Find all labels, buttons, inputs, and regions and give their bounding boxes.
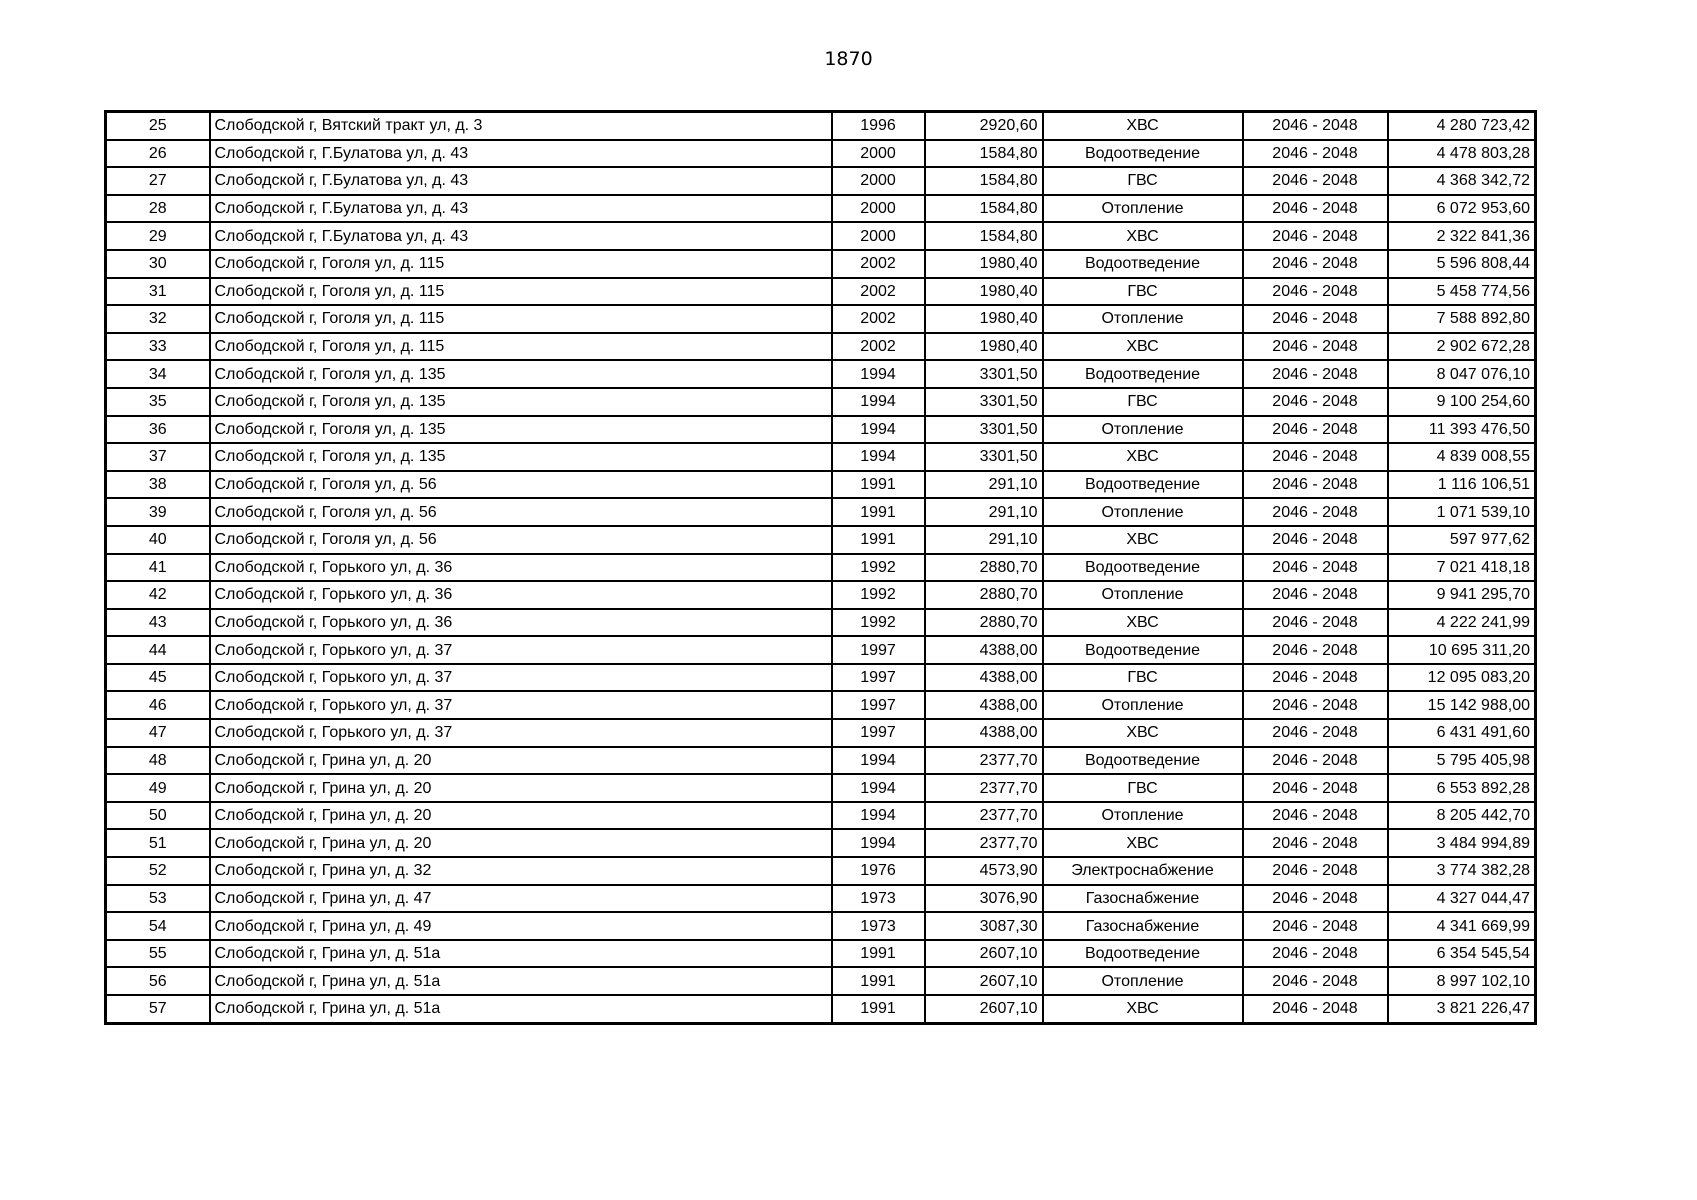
address-cell: Слободской г, Грина ул, д. 20: [210, 802, 832, 830]
cost-cell: 3 484 994,89: [1388, 829, 1536, 857]
period-cell: 2046 - 2048: [1243, 554, 1388, 582]
address-cell: Слободской г, Горького ул, д. 37: [210, 691, 832, 719]
period-cell: 2046 - 2048: [1243, 305, 1388, 333]
period-cell: 2046 - 2048: [1243, 222, 1388, 250]
year-cell: 1992: [832, 609, 925, 637]
table-row: [106, 388, 1536, 416]
year-cell: 1997: [832, 719, 925, 747]
row-number-cell: 35: [106, 388, 210, 416]
table-row: [106, 885, 1536, 913]
address-cell: Слободской г, Грина ул, д. 47: [210, 885, 832, 913]
period-cell: 2046 - 2048: [1243, 388, 1388, 416]
address-cell: Слободской г, Г.Булатова ул, д. 43: [210, 140, 832, 168]
table-row: [106, 278, 1536, 306]
service-cell: ХВС: [1043, 112, 1243, 140]
service-cell: Отопление: [1043, 195, 1243, 223]
cost-cell: 3 821 226,47: [1388, 995, 1536, 1023]
cost-cell: 3 774 382,28: [1388, 857, 1536, 885]
address-cell: Слободской г, Гоголя ул, д. 135: [210, 388, 832, 416]
year-cell: 1994: [832, 360, 925, 388]
address-cell: Слободской г, Гоголя ул, д. 115: [210, 333, 832, 361]
row-number-cell: 34: [106, 360, 210, 388]
cost-cell: 4 280 723,42: [1388, 112, 1536, 140]
period-cell: 2046 - 2048: [1243, 333, 1388, 361]
address-cell: Слободской г, Гоголя ул, д. 135: [210, 416, 832, 444]
area-cell: 291,10: [925, 498, 1043, 526]
cost-cell: 2 902 672,28: [1388, 333, 1536, 361]
period-cell: 2046 - 2048: [1243, 940, 1388, 968]
address-cell: Слободской г, Грина ул, д. 51а: [210, 967, 832, 995]
period-cell: 2046 - 2048: [1243, 416, 1388, 444]
area-cell: 1584,80: [925, 167, 1043, 195]
address-cell: Слободской г, Гоголя ул, д. 56: [210, 471, 832, 499]
table-row: [106, 526, 1536, 554]
cost-cell: 15 142 988,00: [1388, 691, 1536, 719]
table-row: [106, 416, 1536, 444]
service-cell: Отопление: [1043, 416, 1243, 444]
table-row: [106, 774, 1536, 802]
cost-cell: 5 596 808,44: [1388, 250, 1536, 278]
period-cell: 2046 - 2048: [1243, 581, 1388, 609]
service-cell: Водоотведение: [1043, 636, 1243, 664]
area-cell: 2377,70: [925, 774, 1043, 802]
area-cell: 291,10: [925, 526, 1043, 554]
address-cell: Слободской г, Горького ул, д. 37: [210, 719, 832, 747]
service-cell: ГВС: [1043, 388, 1243, 416]
area-cell: 1980,40: [925, 305, 1043, 333]
address-cell: Слободской г, Грина ул, д. 51а: [210, 995, 832, 1023]
period-cell: 2046 - 2048: [1243, 443, 1388, 471]
table-row: [106, 802, 1536, 830]
area-cell: 4388,00: [925, 719, 1043, 747]
area-cell: 3301,50: [925, 443, 1043, 471]
service-cell: Электроснабжение: [1043, 857, 1243, 885]
year-cell: 1992: [832, 581, 925, 609]
cost-cell: 4 222 241,99: [1388, 609, 1536, 637]
table-row: [106, 664, 1536, 692]
period-cell: 2046 - 2048: [1243, 471, 1388, 499]
cost-cell: 12 095 083,20: [1388, 664, 1536, 692]
address-cell: Слободской г, Гоголя ул, д. 115: [210, 278, 832, 306]
service-cell: ХВС: [1043, 609, 1243, 637]
cost-cell: 6 553 892,28: [1388, 774, 1536, 802]
service-cell: Отопление: [1043, 581, 1243, 609]
area-cell: 2880,70: [925, 554, 1043, 582]
period-cell: 2046 - 2048: [1243, 691, 1388, 719]
table-row: [106, 360, 1536, 388]
row-number-cell: 39: [106, 498, 210, 526]
period-cell: 2046 - 2048: [1243, 250, 1388, 278]
table-row: [106, 167, 1536, 195]
service-cell: Водоотведение: [1043, 471, 1243, 499]
row-number-cell: 47: [106, 719, 210, 747]
row-number-cell: 51: [106, 829, 210, 857]
table-row: [106, 829, 1536, 857]
table-row: [106, 912, 1536, 940]
year-cell: 1991: [832, 526, 925, 554]
row-number-cell: 45: [106, 664, 210, 692]
area-cell: 3087,30: [925, 912, 1043, 940]
period-cell: 2046 - 2048: [1243, 112, 1388, 140]
address-cell: Слободской г, Горького ул, д. 37: [210, 664, 832, 692]
year-cell: 1973: [832, 885, 925, 913]
year-cell: 1991: [832, 995, 925, 1023]
year-cell: 2002: [832, 278, 925, 306]
row-number-cell: 43: [106, 609, 210, 637]
year-cell: 1994: [832, 443, 925, 471]
period-cell: 2046 - 2048: [1243, 774, 1388, 802]
cost-cell: 4 478 803,28: [1388, 140, 1536, 168]
address-cell: Слободской г, Горького ул, д. 36: [210, 581, 832, 609]
service-cell: Отопление: [1043, 802, 1243, 830]
row-number-cell: 52: [106, 857, 210, 885]
area-cell: 2377,70: [925, 829, 1043, 857]
table-row: [106, 609, 1536, 637]
row-number-cell: 29: [106, 222, 210, 250]
year-cell: 2000: [832, 167, 925, 195]
year-cell: 1991: [832, 498, 925, 526]
service-cell: Водоотведение: [1043, 360, 1243, 388]
year-cell: 1994: [832, 747, 925, 775]
area-cell: 2920,60: [925, 112, 1043, 140]
area-cell: 4388,00: [925, 691, 1043, 719]
table-row: [106, 498, 1536, 526]
year-cell: 1994: [832, 774, 925, 802]
period-cell: 2046 - 2048: [1243, 636, 1388, 664]
area-cell: 4388,00: [925, 664, 1043, 692]
year-cell: 2000: [832, 195, 925, 223]
service-cell: ХВС: [1043, 719, 1243, 747]
period-cell: 2046 - 2048: [1243, 609, 1388, 637]
service-cell: Отопление: [1043, 967, 1243, 995]
period-cell: 2046 - 2048: [1243, 167, 1388, 195]
row-number-cell: 42: [106, 581, 210, 609]
year-cell: 1997: [832, 636, 925, 664]
period-cell: 2046 - 2048: [1243, 995, 1388, 1023]
cost-cell: 11 393 476,50: [1388, 416, 1536, 444]
area-cell: 3301,50: [925, 416, 1043, 444]
period-cell: 2046 - 2048: [1243, 967, 1388, 995]
area-cell: 2607,10: [925, 967, 1043, 995]
cost-cell: 5 795 405,98: [1388, 747, 1536, 775]
service-cell: Газоснабжение: [1043, 912, 1243, 940]
area-cell: 1584,80: [925, 140, 1043, 168]
row-number-cell: 48: [106, 747, 210, 775]
year-cell: 1996: [832, 112, 925, 140]
year-cell: 1973: [832, 912, 925, 940]
cost-cell: 4 327 044,47: [1388, 885, 1536, 913]
service-cell: Водоотведение: [1043, 140, 1243, 168]
cost-cell: 6 354 545,54: [1388, 940, 1536, 968]
cost-cell: 6 072 953,60: [1388, 195, 1536, 223]
area-cell: 1584,80: [925, 195, 1043, 223]
row-number-cell: 32: [106, 305, 210, 333]
area-cell: 1980,40: [925, 278, 1043, 306]
address-cell: Слободской г, Гоголя ул, д. 56: [210, 498, 832, 526]
table-row: [106, 471, 1536, 499]
service-cell: ГВС: [1043, 664, 1243, 692]
cost-cell: 8 997 102,10: [1388, 967, 1536, 995]
area-cell: 2880,70: [925, 581, 1043, 609]
address-cell: Слободской г, Гоголя ул, д. 56: [210, 526, 832, 554]
area-cell: 2607,10: [925, 995, 1043, 1023]
address-cell: Слободской г, Грина ул, д. 32: [210, 857, 832, 885]
address-cell: Слободской г, Грина ул, д. 20: [210, 747, 832, 775]
row-number-cell: 49: [106, 774, 210, 802]
year-cell: 2000: [832, 140, 925, 168]
period-cell: 2046 - 2048: [1243, 360, 1388, 388]
year-cell: 1991: [832, 940, 925, 968]
cost-cell: 5 458 774,56: [1388, 278, 1536, 306]
cost-cell: 1 116 106,51: [1388, 471, 1536, 499]
table-row: [106, 333, 1536, 361]
year-cell: 1994: [832, 802, 925, 830]
address-cell: Слободской г, Г.Булатова ул, д. 43: [210, 222, 832, 250]
year-cell: 1991: [832, 471, 925, 499]
table-row: [106, 636, 1536, 664]
cost-cell: 8 205 442,70: [1388, 802, 1536, 830]
table-row: [106, 747, 1536, 775]
table-row: [106, 305, 1536, 333]
service-cell: Водоотведение: [1043, 554, 1243, 582]
row-number-cell: 31: [106, 278, 210, 306]
cost-cell: 10 695 311,20: [1388, 636, 1536, 664]
table-row: [106, 140, 1536, 168]
year-cell: 1991: [832, 967, 925, 995]
service-cell: ГВС: [1043, 774, 1243, 802]
area-cell: 3301,50: [925, 388, 1043, 416]
row-number-cell: 50: [106, 802, 210, 830]
row-number-cell: 38: [106, 471, 210, 499]
year-cell: 2000: [832, 222, 925, 250]
address-cell: Слободской г, Горького ул, д. 36: [210, 609, 832, 637]
year-cell: 2002: [832, 333, 925, 361]
area-cell: 4573,90: [925, 857, 1043, 885]
period-cell: 2046 - 2048: [1243, 195, 1388, 223]
table-row: [106, 719, 1536, 747]
period-cell: 2046 - 2048: [1243, 664, 1388, 692]
service-cell: Газоснабжение: [1043, 885, 1243, 913]
address-cell: Слободской г, Горького ул, д. 36: [210, 554, 832, 582]
page-number: 1870: [824, 48, 873, 70]
row-number-cell: 53: [106, 885, 210, 913]
table-row: [106, 967, 1536, 995]
table-row: [106, 581, 1536, 609]
area-cell: 1584,80: [925, 222, 1043, 250]
service-cell: ХВС: [1043, 333, 1243, 361]
area-cell: 3301,50: [925, 360, 1043, 388]
service-cell: Водоотведение: [1043, 250, 1243, 278]
address-cell: Слободской г, Горького ул, д. 37: [210, 636, 832, 664]
cost-cell: 1 071 539,10: [1388, 498, 1536, 526]
period-cell: 2046 - 2048: [1243, 885, 1388, 913]
period-cell: 2046 - 2048: [1243, 498, 1388, 526]
service-cell: Водоотведение: [1043, 747, 1243, 775]
address-cell: Слободской г, Гоголя ул, д. 135: [210, 360, 832, 388]
service-cell: ХВС: [1043, 443, 1243, 471]
row-number-cell: 28: [106, 195, 210, 223]
area-cell: 4388,00: [925, 636, 1043, 664]
cost-cell: 7 588 892,80: [1388, 305, 1536, 333]
cost-cell: 597 977,62: [1388, 526, 1536, 554]
cost-cell: 4 839 008,55: [1388, 443, 1536, 471]
year-cell: 1997: [832, 664, 925, 692]
service-cell: Отопление: [1043, 498, 1243, 526]
period-cell: 2046 - 2048: [1243, 912, 1388, 940]
service-cell: ГВС: [1043, 167, 1243, 195]
period-cell: 2046 - 2048: [1243, 857, 1388, 885]
table-row: [106, 554, 1536, 582]
cost-cell: 6 431 491,60: [1388, 719, 1536, 747]
year-cell: 2002: [832, 305, 925, 333]
table-row: [106, 857, 1536, 885]
table-row: [106, 691, 1536, 719]
address-cell: Слободской г, Грина ул, д. 51а: [210, 940, 832, 968]
row-number-cell: 36: [106, 416, 210, 444]
service-cell: ХВС: [1043, 995, 1243, 1023]
table-row: [106, 250, 1536, 278]
year-cell: 1994: [832, 416, 925, 444]
service-cell: ХВС: [1043, 829, 1243, 857]
area-cell: 2377,70: [925, 747, 1043, 775]
cost-cell: 4 368 342,72: [1388, 167, 1536, 195]
area-cell: 1980,40: [925, 250, 1043, 278]
service-cell: ХВС: [1043, 526, 1243, 554]
address-cell: Слободской г, Гоголя ул, д. 115: [210, 250, 832, 278]
period-cell: 2046 - 2048: [1243, 829, 1388, 857]
area-cell: 2377,70: [925, 802, 1043, 830]
period-cell: 2046 - 2048: [1243, 278, 1388, 306]
period-cell: 2046 - 2048: [1243, 526, 1388, 554]
address-cell: Слободской г, Г.Булатова ул, д. 43: [210, 195, 832, 223]
area-cell: 291,10: [925, 471, 1043, 499]
cost-cell: 9 941 295,70: [1388, 581, 1536, 609]
period-cell: 2046 - 2048: [1243, 140, 1388, 168]
table-row: [106, 940, 1536, 968]
area-cell: 2607,10: [925, 940, 1043, 968]
row-number-cell: 56: [106, 967, 210, 995]
table-row: [106, 443, 1536, 471]
service-cell: Отопление: [1043, 691, 1243, 719]
table-row: [106, 195, 1536, 223]
service-cell: ХВС: [1043, 222, 1243, 250]
row-number-cell: 33: [106, 333, 210, 361]
table-row: [106, 222, 1536, 250]
row-number-cell: 26: [106, 140, 210, 168]
address-cell: Слободской г, Гоголя ул, д. 135: [210, 443, 832, 471]
row-number-cell: 57: [106, 995, 210, 1023]
address-cell: Слободской г, Вятский тракт ул, д. 3: [210, 112, 832, 140]
cost-cell: 2 322 841,36: [1388, 222, 1536, 250]
row-number-cell: 46: [106, 691, 210, 719]
row-number-cell: 25: [106, 112, 210, 140]
cost-cell: 4 341 669,99: [1388, 912, 1536, 940]
service-cell: Отопление: [1043, 305, 1243, 333]
address-cell: Слободской г, Г.Булатова ул, д. 43: [210, 167, 832, 195]
area-cell: 3076,90: [925, 885, 1043, 913]
year-cell: 1994: [832, 388, 925, 416]
year-cell: 1976: [832, 857, 925, 885]
row-number-cell: 37: [106, 443, 210, 471]
cost-cell: 9 100 254,60: [1388, 388, 1536, 416]
area-cell: 1980,40: [925, 333, 1043, 361]
row-number-cell: 44: [106, 636, 210, 664]
year-cell: 1992: [832, 554, 925, 582]
table-row: [106, 112, 1536, 140]
row-number-cell: 27: [106, 167, 210, 195]
year-cell: 1994: [832, 829, 925, 857]
cost-cell: 8 047 076,10: [1388, 360, 1536, 388]
row-number-cell: 55: [106, 940, 210, 968]
table-row: [106, 995, 1536, 1023]
period-cell: 2046 - 2048: [1243, 719, 1388, 747]
service-cell: ГВС: [1043, 278, 1243, 306]
row-number-cell: 40: [106, 526, 210, 554]
cost-cell: 7 021 418,18: [1388, 554, 1536, 582]
table-body: [106, 112, 1536, 1024]
service-cell: Водоотведение: [1043, 940, 1243, 968]
data-table: [104, 110, 1537, 1025]
address-cell: Слободской г, Грина ул, д. 49: [210, 912, 832, 940]
address-cell: Слободской г, Грина ул, д. 20: [210, 829, 832, 857]
area-cell: 2880,70: [925, 609, 1043, 637]
year-cell: 1997: [832, 691, 925, 719]
row-number-cell: 54: [106, 912, 210, 940]
address-cell: Слободской г, Грина ул, д. 20: [210, 774, 832, 802]
year-cell: 2002: [832, 250, 925, 278]
period-cell: 2046 - 2048: [1243, 802, 1388, 830]
period-cell: 2046 - 2048: [1243, 747, 1388, 775]
row-number-cell: 41: [106, 554, 210, 582]
row-number-cell: 30: [106, 250, 210, 278]
address-cell: Слободской г, Гоголя ул, д. 115: [210, 305, 832, 333]
